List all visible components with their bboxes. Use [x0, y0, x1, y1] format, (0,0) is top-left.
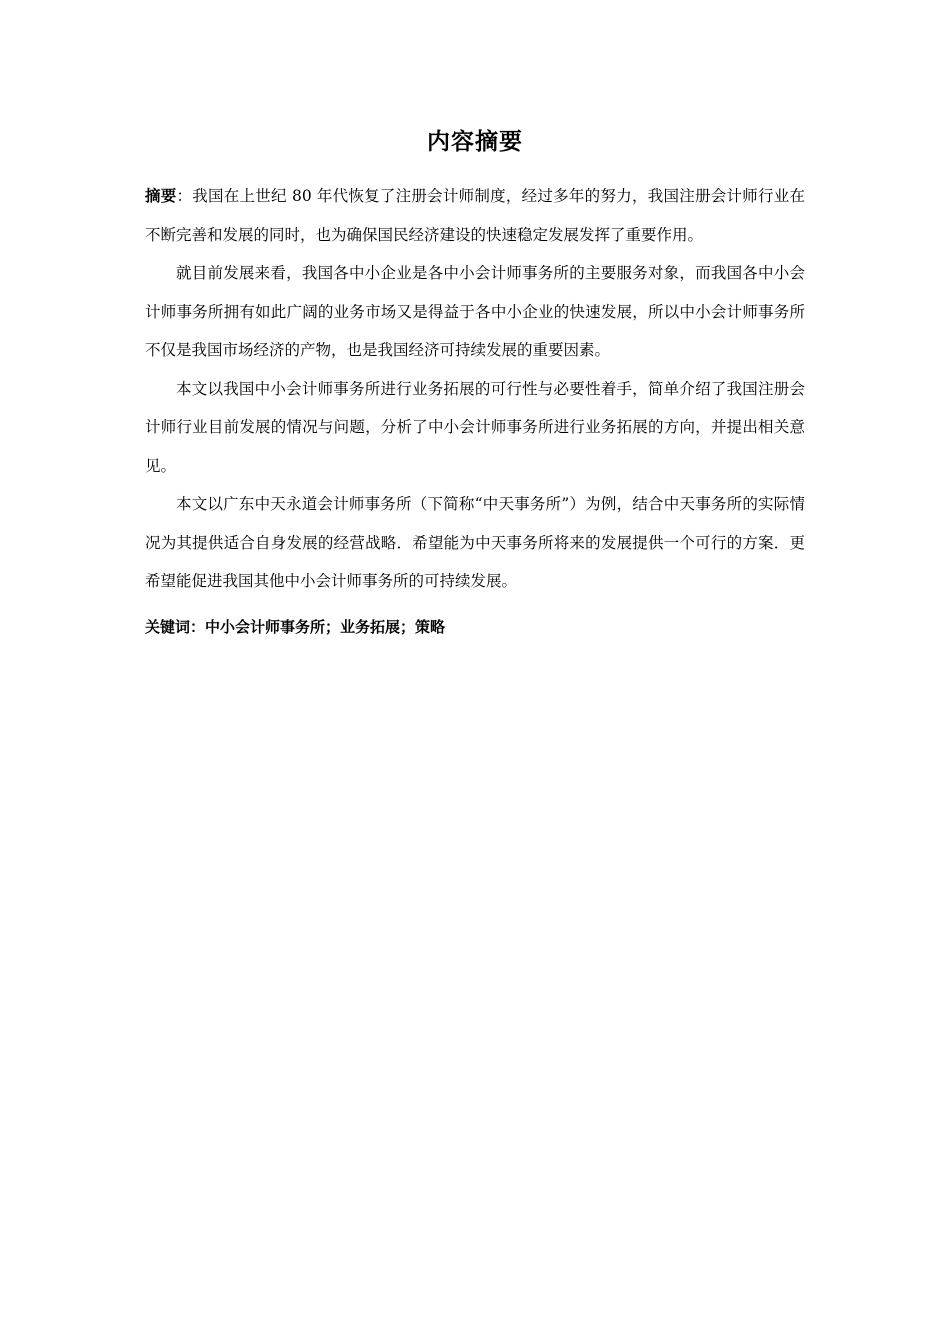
keywords-text: 中小会计师事务所；业务拓展；策略: [205, 618, 446, 636]
abstract-paragraph-1: [145, 177, 805, 254]
abstract-paragraph-1-text: 我国在上世纪 80 年代恢复了注册会计师制度，经过多年的努力，我国注册会计师行业在不断完善和发展的同时，也为确保国民经济建设的快速稳定发展发挥了重要作用。: [145, 187, 805, 244]
abstract-paragraph-2: 就目前发展来看，我国各中小企业是各中小会计师事务所的主要服务对象，而我国各中小会计师事务所拥有如此广阔的业务市场又是得益于各中小企业的快速发展，所以中小会计师事务所不仅是我国市场经济的产物，也是我国经济可持续发展的重要因素。: [145, 264, 805, 359]
keywords-label: 关键词：: [145, 618, 206, 636]
keywords-line: [145, 610, 805, 644]
abstract-label-colon: ：: [176, 187, 193, 205]
abstract-body: [145, 177, 805, 601]
abstract-paragraph-4: 本文以广东中天永道会计师事务所（下简称“中天事务所”）为例，结合中天事务所的实际情况为其提供适合自身发展的经营战略．希望能为中天事务所将来的发展提供一个可行的方案．更希望能促进我国其他中小会计师事务所的可持续发展。: [145, 495, 805, 590]
page-title: 内容摘要: [427, 129, 523, 155]
abstract-label: 摘要: [145, 187, 177, 205]
abstract-paragraph-3: 本文以我国中小会计师事务所进行业务拓展的可行性与必要性着手，简单介绍了我国注册会计师行业目前发展的情况与问题，分析了中小会计师事务所进行业务拓展的方向，并提出相关意见。: [145, 379, 805, 475]
